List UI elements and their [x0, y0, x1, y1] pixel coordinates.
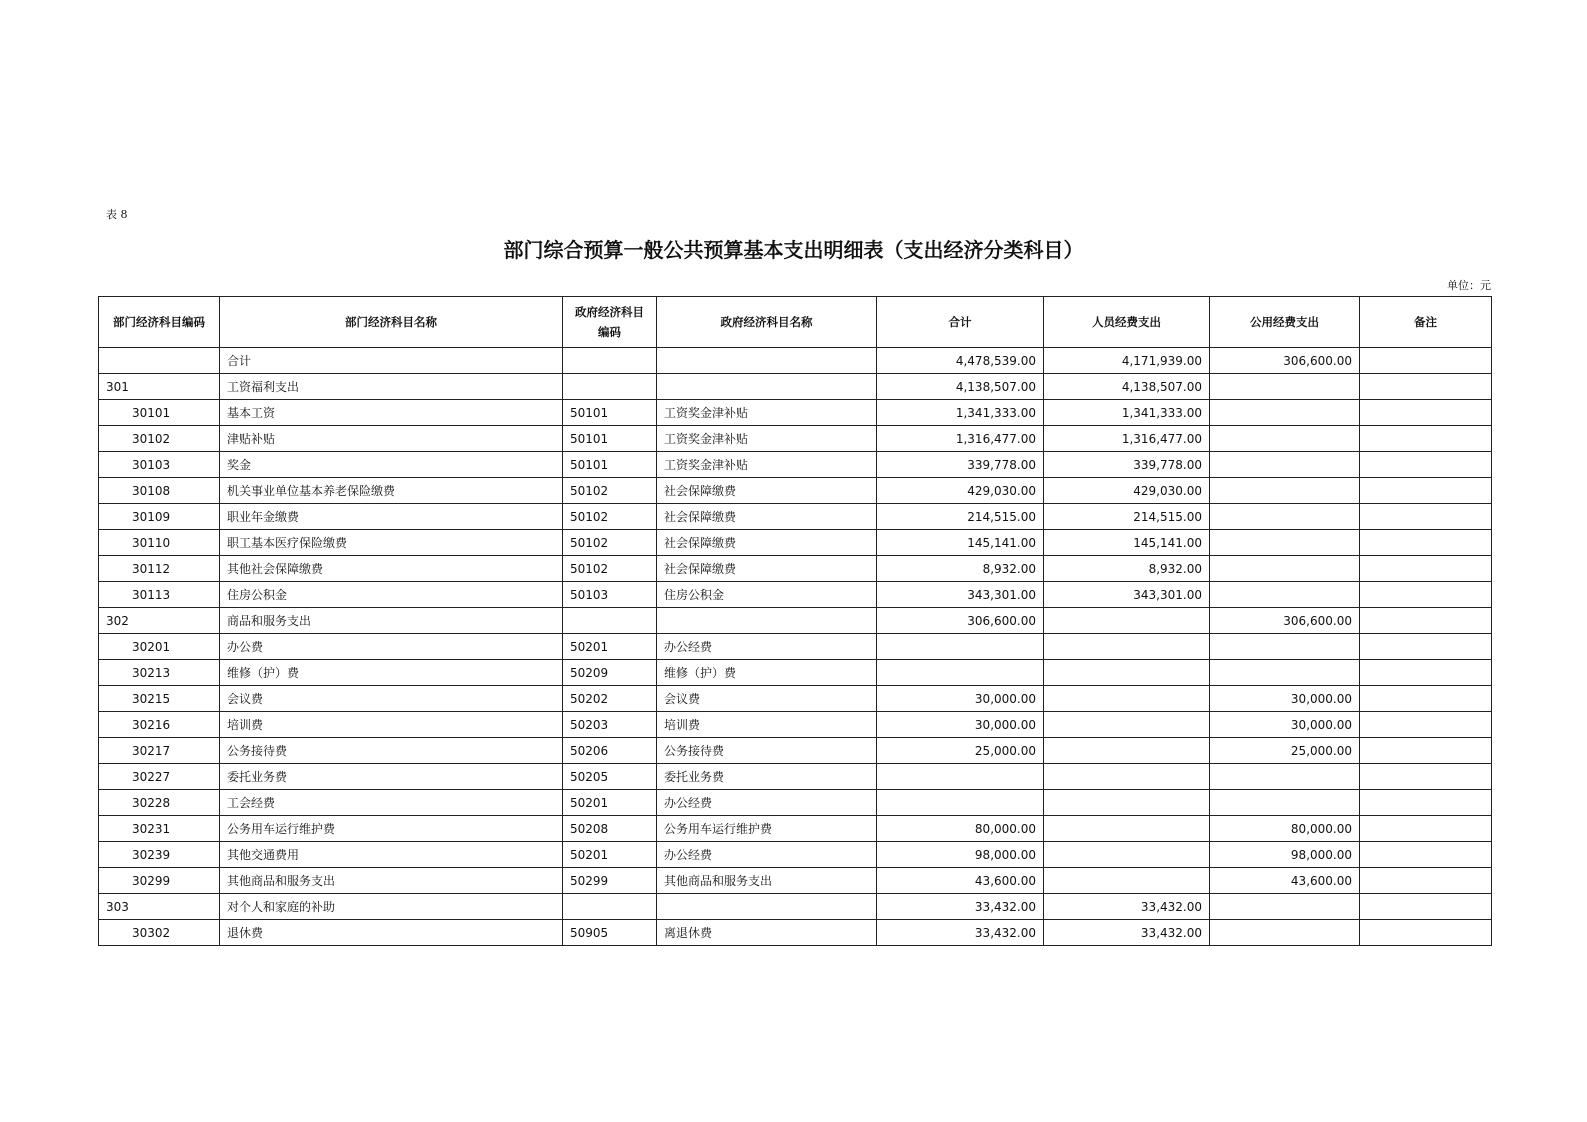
cell-dept-name: 合计: [220, 348, 563, 374]
cell-total: 4,478,539.00: [877, 348, 1044, 374]
cell-gov-code: 50102: [563, 530, 657, 556]
cell-dept-code: 30228: [99, 790, 220, 816]
cell-gov-name: 办公经费: [657, 634, 877, 660]
cell-dept-name: 培训费: [220, 712, 563, 738]
header-personnel: 人员经费支出: [1044, 297, 1210, 348]
cell-gov-code: [563, 348, 657, 374]
cell-dept-name: 其他商品和服务支出: [220, 868, 563, 894]
cell-personnel: [1044, 634, 1210, 660]
cell-dept-code: [99, 348, 220, 374]
cell-personnel: [1044, 608, 1210, 634]
cell-personnel: 343,301.00: [1044, 582, 1210, 608]
cell-dept-name: 办公费: [220, 634, 563, 660]
cell-total: 4,138,507.00: [877, 374, 1044, 400]
cell-note: [1360, 530, 1492, 556]
cell-personnel: [1044, 686, 1210, 712]
table-row: [99, 400, 1492, 426]
cell-personnel: 4,171,939.00: [1044, 348, 1210, 374]
cell-dept-name: 津贴补贴: [220, 426, 563, 452]
table-row: [99, 478, 1492, 504]
cell-personnel: 33,432.00: [1044, 894, 1210, 920]
cell-gov-name: 公务接待费: [657, 738, 877, 764]
cell-note: [1360, 374, 1492, 400]
cell-gov-name: 社会保障缴费: [657, 530, 877, 556]
cell-total: 339,778.00: [877, 452, 1044, 478]
cell-dept-code: 30112: [99, 556, 220, 582]
table-row: [99, 504, 1492, 530]
cell-gov-code: 50203: [563, 712, 657, 738]
cell-gov-code: [563, 894, 657, 920]
cell-total: 145,141.00: [877, 530, 1044, 556]
cell-gov-name: 工资奖金津补贴: [657, 452, 877, 478]
cell-note: [1360, 790, 1492, 816]
cell-dept-name: 会议费: [220, 686, 563, 712]
cell-dept-name: 委托业务费: [220, 764, 563, 790]
cell-gov-name: 委托业务费: [657, 764, 877, 790]
cell-total: [877, 634, 1044, 660]
cell-gov-code: 50206: [563, 738, 657, 764]
cell-dept-name: 奖金: [220, 452, 563, 478]
cell-dept-code: 30227: [99, 764, 220, 790]
cell-gov-name: [657, 894, 877, 920]
cell-gov-name: 办公经费: [657, 790, 877, 816]
cell-public: 80,000.00: [1210, 816, 1360, 842]
cell-public: [1210, 660, 1360, 686]
cell-note: [1360, 400, 1492, 426]
budget-detail-table: [98, 296, 1492, 946]
cell-gov-code: 50201: [563, 790, 657, 816]
document-title: 部门综合预算一般公共预算基本支出明细表（支出经济分类科目）: [503, 238, 1084, 262]
cell-gov-name: 工资奖金津补贴: [657, 426, 877, 452]
table-row: [99, 842, 1492, 868]
cell-total: 8,932.00: [877, 556, 1044, 582]
cell-dept-code: 30109: [99, 504, 220, 530]
cell-gov-code: 50209: [563, 660, 657, 686]
cell-total: 1,341,333.00: [877, 400, 1044, 426]
table-row: [99, 816, 1492, 842]
cell-gov-code: 50102: [563, 478, 657, 504]
cell-gov-name: 会议费: [657, 686, 877, 712]
cell-gov-code: 50208: [563, 816, 657, 842]
table-row: [99, 608, 1492, 634]
cell-dept-name: 其他交通费用: [220, 842, 563, 868]
cell-public: [1210, 894, 1360, 920]
cell-public: 30,000.00: [1210, 686, 1360, 712]
cell-dept-code: 302: [99, 608, 220, 634]
header-total: 合计: [877, 297, 1044, 348]
table-row: [99, 894, 1492, 920]
cell-note: [1360, 582, 1492, 608]
cell-personnel: 339,778.00: [1044, 452, 1210, 478]
cell-dept-code: 30101: [99, 400, 220, 426]
cell-dept-code: 30299: [99, 868, 220, 894]
table-number: 表 8: [106, 208, 128, 221]
cell-dept-name: 退休费: [220, 920, 563, 946]
cell-dept-code: 30201: [99, 634, 220, 660]
cell-note: [1360, 868, 1492, 894]
table-row: [99, 374, 1492, 400]
table-row: [99, 686, 1492, 712]
cell-dept-code: 301: [99, 374, 220, 400]
cell-note: [1360, 920, 1492, 946]
header-note: 备注: [1360, 297, 1492, 348]
cell-personnel: 429,030.00: [1044, 478, 1210, 504]
cell-dept-name: 公务接待费: [220, 738, 563, 764]
table-row: [99, 660, 1492, 686]
cell-personnel: [1044, 712, 1210, 738]
cell-gov-code: 50905: [563, 920, 657, 946]
cell-dept-name: 住房公积金: [220, 582, 563, 608]
cell-personnel: [1044, 842, 1210, 868]
cell-note: [1360, 426, 1492, 452]
cell-public: [1210, 426, 1360, 452]
cell-dept-name: 机关事业单位基本养老保险缴费: [220, 478, 563, 504]
cell-total: 25,000.00: [877, 738, 1044, 764]
cell-total: 30,000.00: [877, 686, 1044, 712]
cell-note: [1360, 634, 1492, 660]
table-body: [99, 348, 1492, 946]
cell-gov-code: 50202: [563, 686, 657, 712]
cell-gov-name: 社会保障缴费: [657, 556, 877, 582]
cell-note: [1360, 686, 1492, 712]
cell-dept-name: 工会经费: [220, 790, 563, 816]
cell-public: [1210, 452, 1360, 478]
cell-gov-code: [563, 374, 657, 400]
cell-public: 25,000.00: [1210, 738, 1360, 764]
cell-personnel: [1044, 816, 1210, 842]
cell-gov-code: 50299: [563, 868, 657, 894]
cell-personnel: 1,341,333.00: [1044, 400, 1210, 426]
cell-note: [1360, 452, 1492, 478]
cell-dept-name: 职业年金缴费: [220, 504, 563, 530]
cell-total: 98,000.00: [877, 842, 1044, 868]
header-public: 公用经费支出: [1210, 297, 1360, 348]
table-row: [99, 452, 1492, 478]
header-gov-code: 政府经济科目 编码: [563, 297, 657, 348]
cell-note: [1360, 894, 1492, 920]
cell-total: 214,515.00: [877, 504, 1044, 530]
cell-public: [1210, 400, 1360, 426]
unit-label: 单位：元: [1447, 279, 1491, 292]
table-header-row: [99, 297, 1492, 348]
cell-gov-code: 50103: [563, 582, 657, 608]
cell-dept-code: 30113: [99, 582, 220, 608]
header-dept-code: 部门经济科目编码: [99, 297, 220, 348]
cell-dept-code: 30215: [99, 686, 220, 712]
table-row: [99, 582, 1492, 608]
table-row: [99, 712, 1492, 738]
cell-note: [1360, 660, 1492, 686]
cell-public: [1210, 582, 1360, 608]
cell-gov-code: 50101: [563, 426, 657, 452]
cell-dept-code: 30103: [99, 452, 220, 478]
cell-dept-code: 30217: [99, 738, 220, 764]
cell-note: [1360, 478, 1492, 504]
cell-dept-name: 其他社会保障缴费: [220, 556, 563, 582]
cell-gov-name: 工资奖金津补贴: [657, 400, 877, 426]
header-gov-name: 政府经济科目名称: [657, 297, 877, 348]
cell-gov-name: [657, 608, 877, 634]
cell-public: [1210, 790, 1360, 816]
cell-gov-name: 培训费: [657, 712, 877, 738]
cell-total: 80,000.00: [877, 816, 1044, 842]
cell-gov-name: 其他商品和服务支出: [657, 868, 877, 894]
cell-public: [1210, 478, 1360, 504]
cell-personnel: [1044, 764, 1210, 790]
cell-gov-code: 50102: [563, 504, 657, 530]
cell-gov-name: 办公经费: [657, 842, 877, 868]
cell-gov-code: 50205: [563, 764, 657, 790]
table-row: [99, 764, 1492, 790]
cell-total: 343,301.00: [877, 582, 1044, 608]
table-row: [99, 790, 1492, 816]
cell-personnel: 8,932.00: [1044, 556, 1210, 582]
cell-public: [1210, 764, 1360, 790]
cell-total: 33,432.00: [877, 894, 1044, 920]
cell-note: [1360, 712, 1492, 738]
cell-gov-code: 50201: [563, 842, 657, 868]
cell-personnel: 4,138,507.00: [1044, 374, 1210, 400]
cell-gov-code: 50201: [563, 634, 657, 660]
cell-dept-code: 30102: [99, 426, 220, 452]
table-row: [99, 920, 1492, 946]
cell-note: [1360, 764, 1492, 790]
cell-gov-code: 50101: [563, 400, 657, 426]
cell-public: [1210, 634, 1360, 660]
cell-gov-name: 公务用车运行维护费: [657, 816, 877, 842]
cell-gov-name: 维修（护）费: [657, 660, 877, 686]
cell-personnel: 1,316,477.00: [1044, 426, 1210, 452]
cell-total: [877, 790, 1044, 816]
cell-note: [1360, 738, 1492, 764]
cell-total: 33,432.00: [877, 920, 1044, 946]
cell-gov-code: 50102: [563, 556, 657, 582]
cell-public: [1210, 504, 1360, 530]
cell-total: 43,600.00: [877, 868, 1044, 894]
cell-gov-name: 社会保障缴费: [657, 478, 877, 504]
cell-public: 306,600.00: [1210, 608, 1360, 634]
table-row: [99, 634, 1492, 660]
table-row: [99, 868, 1492, 894]
cell-public: 30,000.00: [1210, 712, 1360, 738]
cell-dept-code: 30213: [99, 660, 220, 686]
cell-public: [1210, 556, 1360, 582]
cell-total: 306,600.00: [877, 608, 1044, 634]
cell-personnel: [1044, 660, 1210, 686]
cell-dept-name: 公务用车运行维护费: [220, 816, 563, 842]
cell-note: [1360, 608, 1492, 634]
cell-dept-name: 工资福利支出: [220, 374, 563, 400]
cell-public: [1210, 374, 1360, 400]
cell-gov-name: [657, 374, 877, 400]
table-row: [99, 556, 1492, 582]
cell-total: 1,316,477.00: [877, 426, 1044, 452]
cell-total: [877, 660, 1044, 686]
cell-dept-name: 职工基本医疗保险缴费: [220, 530, 563, 556]
table-row: [99, 426, 1492, 452]
cell-dept-name: 维修（护）费: [220, 660, 563, 686]
cell-personnel: [1044, 790, 1210, 816]
cell-gov-name: 住房公积金: [657, 582, 877, 608]
cell-gov-name: [657, 348, 877, 374]
cell-dept-code: 30108: [99, 478, 220, 504]
cell-dept-name: 对个人和家庭的补助: [220, 894, 563, 920]
cell-public: 98,000.00: [1210, 842, 1360, 868]
cell-dept-name: 基本工资: [220, 400, 563, 426]
cell-public: [1210, 530, 1360, 556]
cell-dept-code: 30239: [99, 842, 220, 868]
cell-note: [1360, 504, 1492, 530]
cell-gov-name: 社会保障缴费: [657, 504, 877, 530]
cell-gov-name: 离退休费: [657, 920, 877, 946]
cell-note: [1360, 816, 1492, 842]
table-row: [99, 738, 1492, 764]
header-dept-name: 部门经济科目名称: [220, 297, 563, 348]
cell-personnel: [1044, 738, 1210, 764]
cell-dept-code: 303: [99, 894, 220, 920]
cell-personnel: 145,141.00: [1044, 530, 1210, 556]
cell-public: 306,600.00: [1210, 348, 1360, 374]
cell-personnel: 33,432.00: [1044, 920, 1210, 946]
cell-gov-code: 50101: [563, 452, 657, 478]
cell-note: [1360, 842, 1492, 868]
cell-dept-code: 30231: [99, 816, 220, 842]
cell-total: [877, 764, 1044, 790]
cell-total: 30,000.00: [877, 712, 1044, 738]
cell-dept-name: 商品和服务支出: [220, 608, 563, 634]
cell-dept-code: 30302: [99, 920, 220, 946]
cell-note: [1360, 556, 1492, 582]
cell-personnel: 214,515.00: [1044, 504, 1210, 530]
table-row: [99, 348, 1492, 374]
cell-public: [1210, 920, 1360, 946]
cell-total: 429,030.00: [877, 478, 1044, 504]
cell-dept-code: 30110: [99, 530, 220, 556]
cell-personnel: [1044, 868, 1210, 894]
cell-gov-code: [563, 608, 657, 634]
cell-note: [1360, 348, 1492, 374]
cell-dept-code: 30216: [99, 712, 220, 738]
table-row: [99, 530, 1492, 556]
cell-public: 43,600.00: [1210, 868, 1360, 894]
